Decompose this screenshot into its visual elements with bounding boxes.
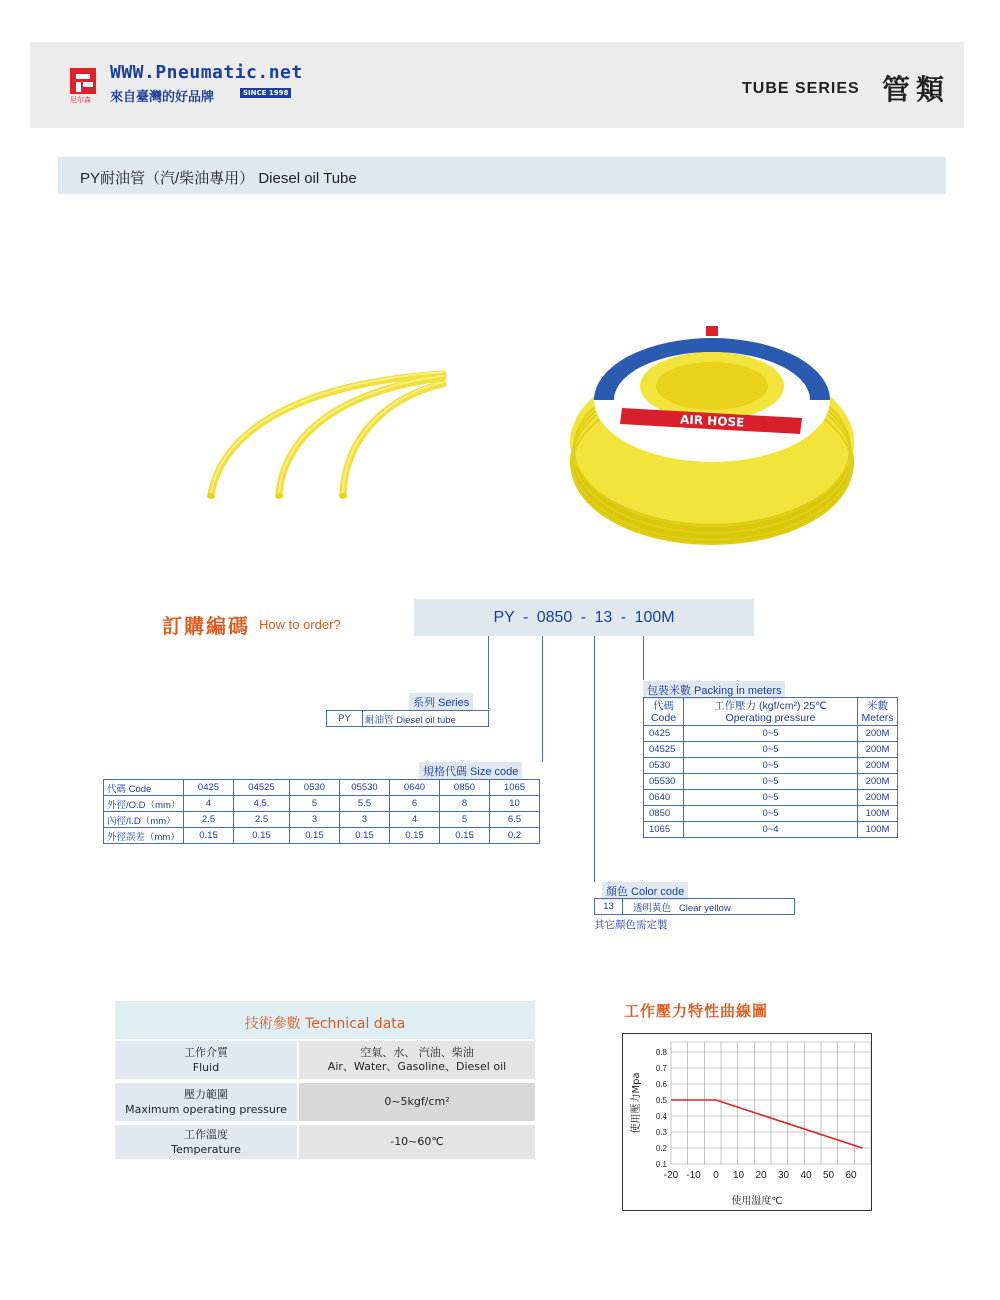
- technical-row-temperature: [115, 1123, 535, 1159]
- size-cell: 0.15: [184, 828, 234, 844]
- technical-label-en: Temperature: [171, 1143, 241, 1156]
- color-desc: [623, 899, 795, 915]
- chart-x-tick-label: 10: [732, 1170, 745, 1181]
- series-table: [326, 710, 489, 727]
- technical-value-zh: 0~5kgf/cm²: [384, 1095, 450, 1108]
- chart-title: 工作壓力特性曲線圖: [624, 1002, 769, 1020]
- packing-row: [644, 790, 898, 806]
- size-cell: 5: [440, 812, 490, 828]
- size-cell: 3: [290, 812, 340, 828]
- technical-label: [115, 1083, 297, 1121]
- size-row-head: 內徑/I.D（mm）: [104, 812, 184, 828]
- size-cell: 0850: [440, 780, 490, 796]
- size-cell: 6.5: [490, 812, 540, 828]
- size-code-table: [103, 779, 540, 844]
- size-cell: 2.5: [184, 812, 234, 828]
- chart-y-tick-label: 0.3: [655, 1128, 667, 1137]
- size-cell: 0.15: [440, 828, 490, 844]
- size-row: [104, 828, 540, 844]
- color-note: 其它顏色需定製: [594, 919, 668, 931]
- size-cell: 5: [290, 796, 340, 812]
- size-cell: 05530: [340, 780, 390, 796]
- chart-x-tick-label: -20: [663, 1170, 679, 1181]
- packing-cell-meters: 200M: [858, 790, 898, 806]
- size-row: [104, 796, 540, 812]
- connector-line: [594, 636, 595, 882]
- chart-x-tick-label: 30: [777, 1170, 790, 1181]
- connector-line: [643, 636, 644, 680]
- chart-canvas: [623, 1034, 871, 1210]
- series-title-en: TUBE SERIES: [742, 80, 860, 97]
- size-cell: 4.5.: [234, 796, 290, 812]
- page-header: [30, 42, 964, 128]
- chart-y-tick-label: 0.6: [655, 1080, 667, 1089]
- color-table: [594, 898, 795, 915]
- technical-value-en: Air、Water、Gasoline、Diesel oil: [327, 1060, 507, 1073]
- packing-row: [644, 726, 898, 742]
- size-cell: 0.15: [390, 828, 440, 844]
- packing-header-pressure-zh: 工作壓力 (kgf/cm²) 25℃: [714, 699, 827, 712]
- technical-value-zh: -10~60℃: [390, 1135, 444, 1148]
- size-cell: 0.2: [490, 828, 540, 844]
- size-row: [104, 812, 540, 828]
- size-row-head: 外徑誤差（mm）: [104, 828, 184, 844]
- packing-cell-meters: 200M: [858, 726, 898, 742]
- size-cell: 5.5: [340, 796, 390, 812]
- technical-value: [299, 1125, 535, 1159]
- size-cell: 2.5: [234, 812, 290, 828]
- order-title-zh: 訂購編碼: [162, 614, 250, 638]
- packing-header-code-en: Code: [650, 711, 677, 724]
- packing-cell-meters: 200M: [858, 742, 898, 758]
- size-cell: 4: [184, 796, 234, 812]
- chart-series-line: [671, 1100, 862, 1148]
- chart-x-tick-label: 50: [822, 1170, 835, 1181]
- size-row-head: 外徑/O.D（mm）: [104, 796, 184, 812]
- chart-x-axis-label: 使用溫度℃: [731, 1196, 783, 1207]
- size-row: [104, 780, 540, 796]
- product-title-bar: [58, 157, 946, 194]
- size-cell: 0.15: [340, 828, 390, 844]
- size-cell: 8: [440, 796, 490, 812]
- technical-value-zh: 空氣、水、 汽油、柴油: [360, 1046, 474, 1059]
- color-desc-en: Clear yellow: [678, 902, 731, 914]
- size-cell: 0.15: [290, 828, 340, 844]
- technical-label-en: Fluid: [192, 1061, 220, 1074]
- size-cell: 0.15: [234, 828, 290, 844]
- series-desc: 耐油管 Diesel oil tube: [363, 711, 489, 727]
- packing-cell-meters: 200M: [858, 774, 898, 790]
- chart-y-axis-label: 使用壓力Mpa: [631, 1072, 642, 1134]
- size-cell: 0530: [290, 780, 340, 796]
- packing-row: [644, 758, 898, 774]
- product-title: PY耐油管（汽/柴油專用） Diesel oil Tube: [80, 170, 357, 187]
- connector-line: [542, 636, 543, 762]
- packing-header-meters-zh: 米數: [867, 699, 888, 712]
- chart-x-tick-label: 20: [755, 1170, 767, 1181]
- packing-cell-meters: 100M: [858, 822, 898, 838]
- packing-row: [644, 742, 898, 758]
- packing-cell-meters: 200M: [858, 758, 898, 774]
- technical-label-zh: 壓力範圍: [184, 1088, 228, 1101]
- packing-cell-code: 04525: [644, 742, 684, 758]
- packing-row: [644, 806, 898, 822]
- technical-row-fluid: [115, 1039, 535, 1079]
- technical-label-zh: 工作介質: [184, 1046, 228, 1059]
- packing-cell-code: 0530: [644, 758, 684, 774]
- packing-cell-code: 0640: [644, 790, 684, 806]
- order-code-box: [414, 599, 754, 636]
- technical-value: [299, 1041, 535, 1079]
- packing-label: 包裝米數 Packing in meters: [643, 681, 785, 699]
- packing-cell-meters: 100M: [858, 806, 898, 822]
- technical-data-header: [115, 1001, 535, 1039]
- packing-cell-pressure: 0~5: [684, 726, 858, 742]
- technical-row-pressure: [115, 1081, 535, 1121]
- packing-header-pressure: [684, 698, 858, 726]
- brand-tagline: 來自臺灣的好品牌: [110, 90, 215, 105]
- chart-x-tick-label: 0: [713, 1170, 719, 1181]
- chart-y-tick-label: 0.7: [655, 1064, 667, 1073]
- packing-cell-code: 05530: [644, 774, 684, 790]
- packing-cell-pressure: 0~4: [684, 822, 858, 838]
- order-title-en: How to order?: [259, 617, 341, 632]
- size-code-label: 規格代碼 Size code: [419, 762, 522, 780]
- packing-header-code: [644, 698, 684, 726]
- packing-cell-pressure: 0~5: [684, 774, 858, 790]
- chart-x-tick-label: -10: [686, 1170, 701, 1181]
- packing-header-code-zh: 代碼: [653, 699, 674, 712]
- brand-since-badge: SINCE 1998: [240, 88, 291, 98]
- series-title-zh: 管類: [882, 73, 951, 106]
- chart-y-tick-label: 0.8: [655, 1048, 667, 1057]
- technical-label-en: Maximum operating pressure: [125, 1103, 287, 1116]
- packing-row: [644, 774, 898, 790]
- packing-table: [643, 697, 898, 838]
- tube-photo: [195, 362, 455, 512]
- packing-header-meters: [858, 698, 898, 726]
- packing-row: [644, 822, 898, 838]
- technical-value: [299, 1083, 535, 1121]
- connector-line: [488, 636, 489, 709]
- chart-y-tick-label: 0.4: [655, 1112, 667, 1121]
- packing-cell-pressure: 0~5: [684, 758, 858, 774]
- packing-cell-code: 0850: [644, 806, 684, 822]
- technical-label-zh: 工作溫度: [184, 1128, 228, 1141]
- order-code: PY - 0850 - 13 - 100M: [493, 609, 675, 626]
- packing-cell-code: 0425: [644, 726, 684, 742]
- packing-cell-pressure: 0~5: [684, 806, 858, 822]
- size-cell: 0425: [184, 780, 234, 796]
- packing-cell-code: 1065: [644, 822, 684, 838]
- chart-y-tick-label: 0.2: [655, 1144, 667, 1153]
- coil-photo: [562, 322, 862, 552]
- size-row-head: 代碼 Code: [104, 780, 184, 796]
- chart-y-tick-label: 0.5: [655, 1096, 667, 1105]
- size-cell: 6: [390, 796, 440, 812]
- series-label: 系列 Series: [409, 693, 473, 711]
- brand-url: WWW.Pneumatic.net: [110, 62, 303, 83]
- size-cell: 0640: [390, 780, 440, 796]
- packing-header-meters-en: Meters: [861, 711, 894, 724]
- chart-x-tick-label: 40: [800, 1170, 812, 1181]
- size-cell: 4: [390, 812, 440, 828]
- pressure-curve-chart: [622, 1033, 872, 1211]
- technical-label: [115, 1125, 297, 1159]
- color-code: 13: [595, 899, 623, 915]
- size-cell: 10: [490, 796, 540, 812]
- svg-text:尼尔森: 尼尔森: [70, 96, 91, 104]
- color-label: 顏色 Color code: [602, 882, 688, 900]
- size-cell: 1065: [490, 780, 540, 796]
- chart-y-tick-label: 0.1: [655, 1160, 667, 1169]
- technical-label: [115, 1041, 297, 1079]
- chart-x-tick-label: 60: [845, 1170, 857, 1181]
- svg-text:AIR HOSE: AIR HOSE: [679, 412, 745, 430]
- brand-logo-icon: [68, 64, 100, 104]
- packing-header-pressure-en: Operating pressure: [725, 711, 816, 724]
- packing-cell-pressure: 0~5: [684, 790, 858, 806]
- size-cell: 04525: [234, 780, 290, 796]
- packing-cell-pressure: 0~5: [684, 742, 858, 758]
- color-desc-zh: 透明黃色: [633, 902, 672, 914]
- size-cell: 3: [340, 812, 390, 828]
- series-code: PY: [327, 711, 363, 727]
- technical-data-title: 技術參數 Technical data: [244, 1016, 406, 1032]
- technical-data-table: [115, 1001, 535, 1159]
